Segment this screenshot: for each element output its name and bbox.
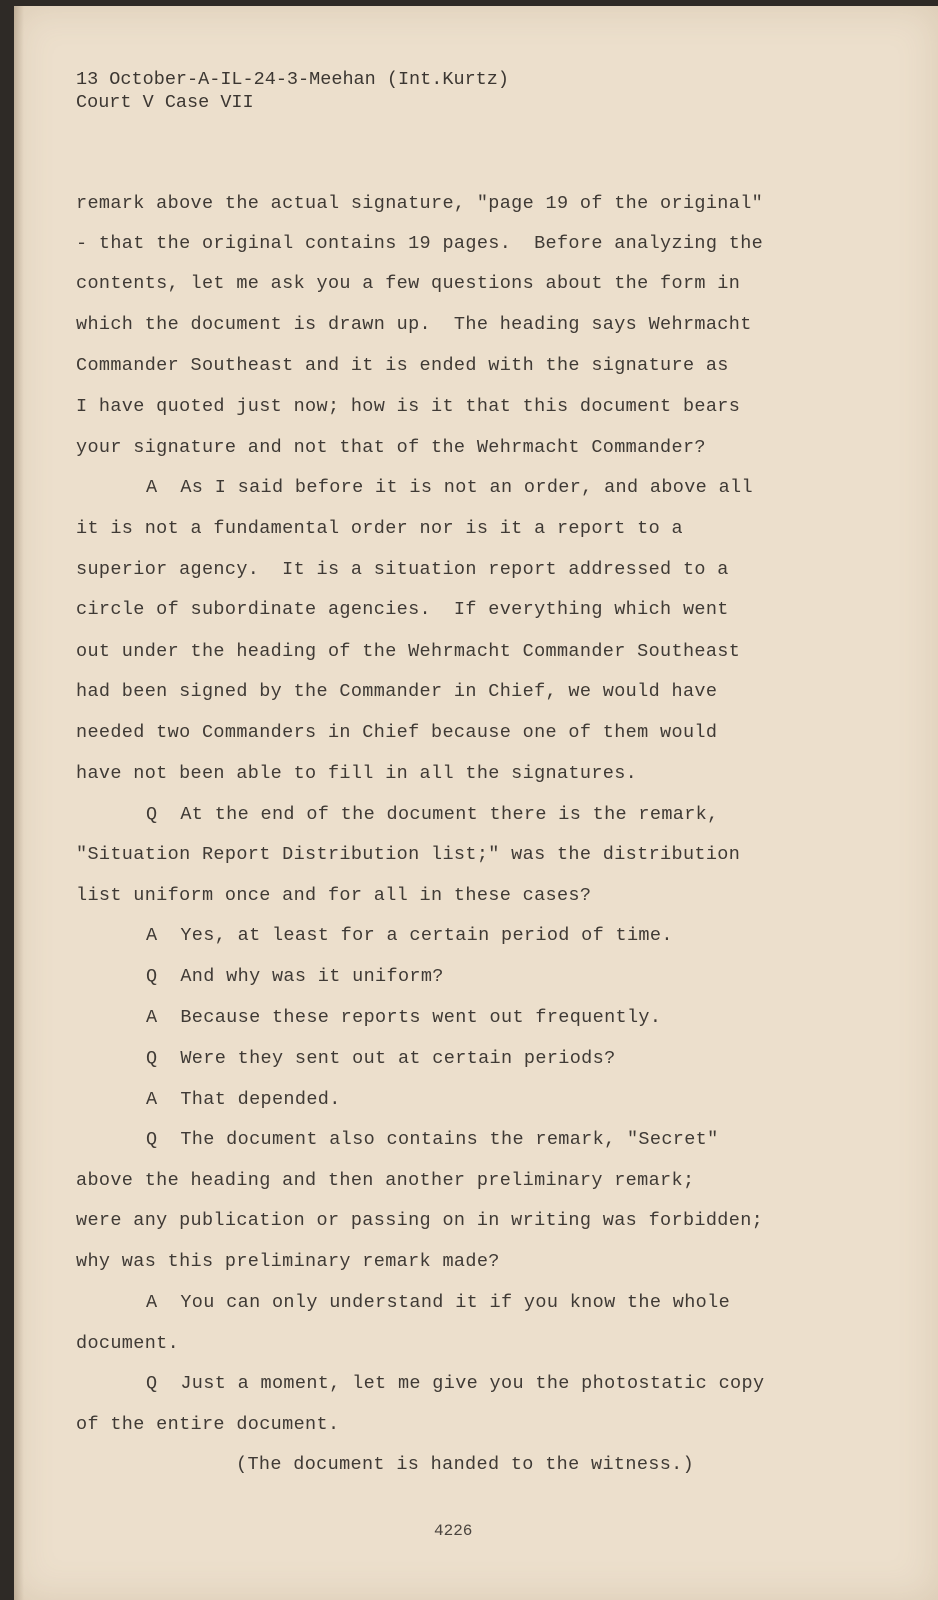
- text-line: have not been able to fill in all the signatures.: [76, 763, 638, 784]
- text-line: - that the original contains 19 pages. Before analyzing the: [76, 233, 764, 254]
- text-line: Q The document also contains the remark, "Secret": [146, 1129, 719, 1150]
- text-line: list uniform once and for all in these cases?: [76, 885, 592, 906]
- text-line: A Yes, at least for a certain period of time.: [146, 925, 673, 946]
- page-number: 4226: [434, 1522, 473, 1540]
- text-line: A As I said before it is not an order, and above all: [146, 477, 753, 498]
- text-line: A That depended.: [146, 1089, 341, 1110]
- text-line: Q Just a moment, let me give you the photostatic copy: [146, 1373, 765, 1394]
- stage-direction: (The document is handed to the witness.): [236, 1454, 695, 1475]
- header-court-line: Court V Case VII: [76, 92, 254, 113]
- text-line: it is not a fundamental order nor is it a report to a: [76, 518, 683, 539]
- text-line: your signature and not that of the Wehrmacht Commander?: [76, 437, 706, 458]
- text-line: Q Were they sent out at certain periods?: [146, 1048, 616, 1069]
- text-line: Q At the end of the document there is the remark,: [146, 804, 719, 825]
- document-header: [76, 68, 509, 114]
- text-line: needed two Commanders in Chief because one of them would: [76, 722, 718, 743]
- text-line: above the heading and then another preliminary remark;: [76, 1170, 695, 1191]
- text-line: had been signed by the Commander in Chief, we would have: [76, 681, 718, 702]
- text-line: why was this preliminary remark made?: [76, 1251, 500, 1272]
- text-line: "Situation Report Distribution list;" was the distribution: [76, 844, 741, 865]
- text-line: out under the heading of the Wehrmacht Commander Southeast: [76, 641, 741, 662]
- header-session-line: 13 October-A-IL-24-3-Meehan (Int.Kurtz): [76, 69, 509, 90]
- text-line: Commander Southeast and it is ended with the signature as: [76, 355, 729, 376]
- text-line: were any publication or passing on in writing was forbidden;: [76, 1210, 764, 1231]
- text-line: which the document is drawn up. The heading says Wehrmacht: [76, 314, 752, 335]
- text-line: superior agency. It is a situation report addressed to a: [76, 559, 729, 580]
- text-line: I have quoted just now; how is it that this document bears: [76, 396, 741, 417]
- text-line: A Because these reports went out frequently.: [146, 1007, 662, 1028]
- text-line: contents, let me ask you a few questions about the form in: [76, 273, 741, 294]
- text-line: document.: [76, 1333, 180, 1354]
- text-line: of the entire document.: [76, 1414, 340, 1435]
- document-page: [14, 6, 938, 1600]
- text-line: circle of subordinate agencies. If everything which went: [76, 599, 729, 620]
- text-line: A You can only understand it if you know the whole: [146, 1292, 731, 1313]
- text-line: Q And why was it uniform?: [146, 966, 444, 987]
- text-line: remark above the actual signature, "page 19 of the original": [76, 193, 764, 214]
